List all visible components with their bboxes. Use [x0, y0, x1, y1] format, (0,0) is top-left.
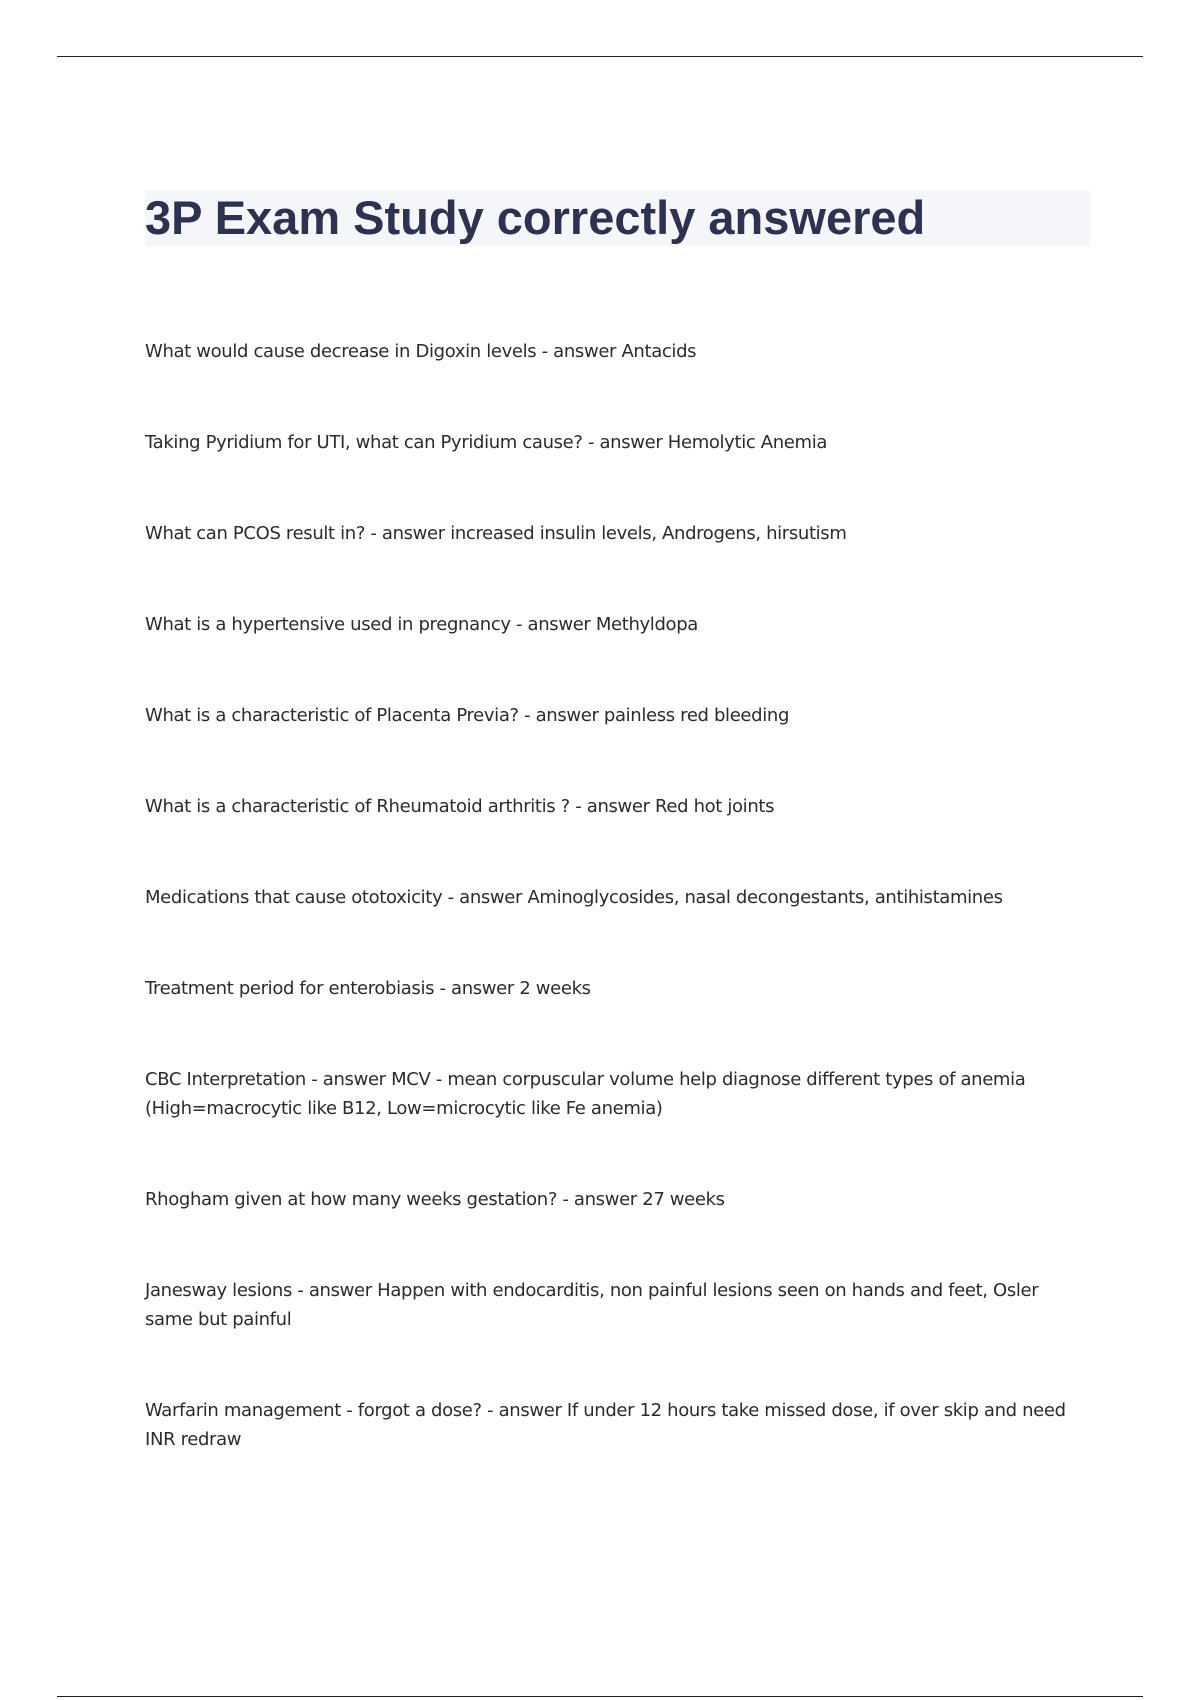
qa-item-janesway-lesions: Janesway lesions - answer Happen with endocarditis, non painful lesions seen on hands and feet, Osler same but painful — [145, 1280, 1039, 1330]
qa-item-cbc-interpretation: CBC Interpretation - answer MCV - mean corpuscular volume help diagnose different types of anemia (High=macrocytic like B12, Low=microcytic like Fe anemia) — [145, 1069, 1026, 1119]
page-title: 3P Exam Study correctly answered — [145, 191, 926, 244]
top-rule — [57, 56, 1143, 57]
qa-list — [145, 337, 1085, 1516]
qa-item-ototoxicity: Medications that cause ototoxicity - answer Aminoglycosides, nasal decongestants, antihistamines — [145, 887, 1003, 908]
qa-item-enterobiasis: Treatment period for enterobiasis - answer 2 weeks — [145, 978, 591, 999]
bottom-rule — [57, 1696, 1143, 1697]
qa-item-hypertensive-pregnancy: What is a hypertensive used in pregnancy - answer Methyldopa — [145, 614, 698, 635]
qa-item-warfarin: Warfarin management - forgot a dose? - answer If under 12 hours take missed dose, if over skip and need INR redraw — [145, 1400, 1066, 1450]
qa-item-pyridium: Taking Pyridium for UTI, what can Pyridium cause? - answer Hemolytic Anemia — [145, 432, 828, 453]
qa-item-rheumatoid-arthritis: What is a characteristic of Rheumatoid arthritis ? - answer Red hot joints — [145, 796, 775, 817]
qa-item-placenta-previa: What is a characteristic of Placenta Previa? - answer painless red bleeding — [145, 705, 790, 726]
qa-item-rhogham: Rhogham given at how many weeks gestation? - answer 27 weeks — [145, 1189, 725, 1210]
qa-item-digoxin: What would cause decrease in Digoxin levels - answer Antacids — [145, 341, 697, 362]
qa-item-pcos: What can PCOS result in? - answer increased insulin levels, Androgens, hirsutism — [145, 523, 847, 544]
